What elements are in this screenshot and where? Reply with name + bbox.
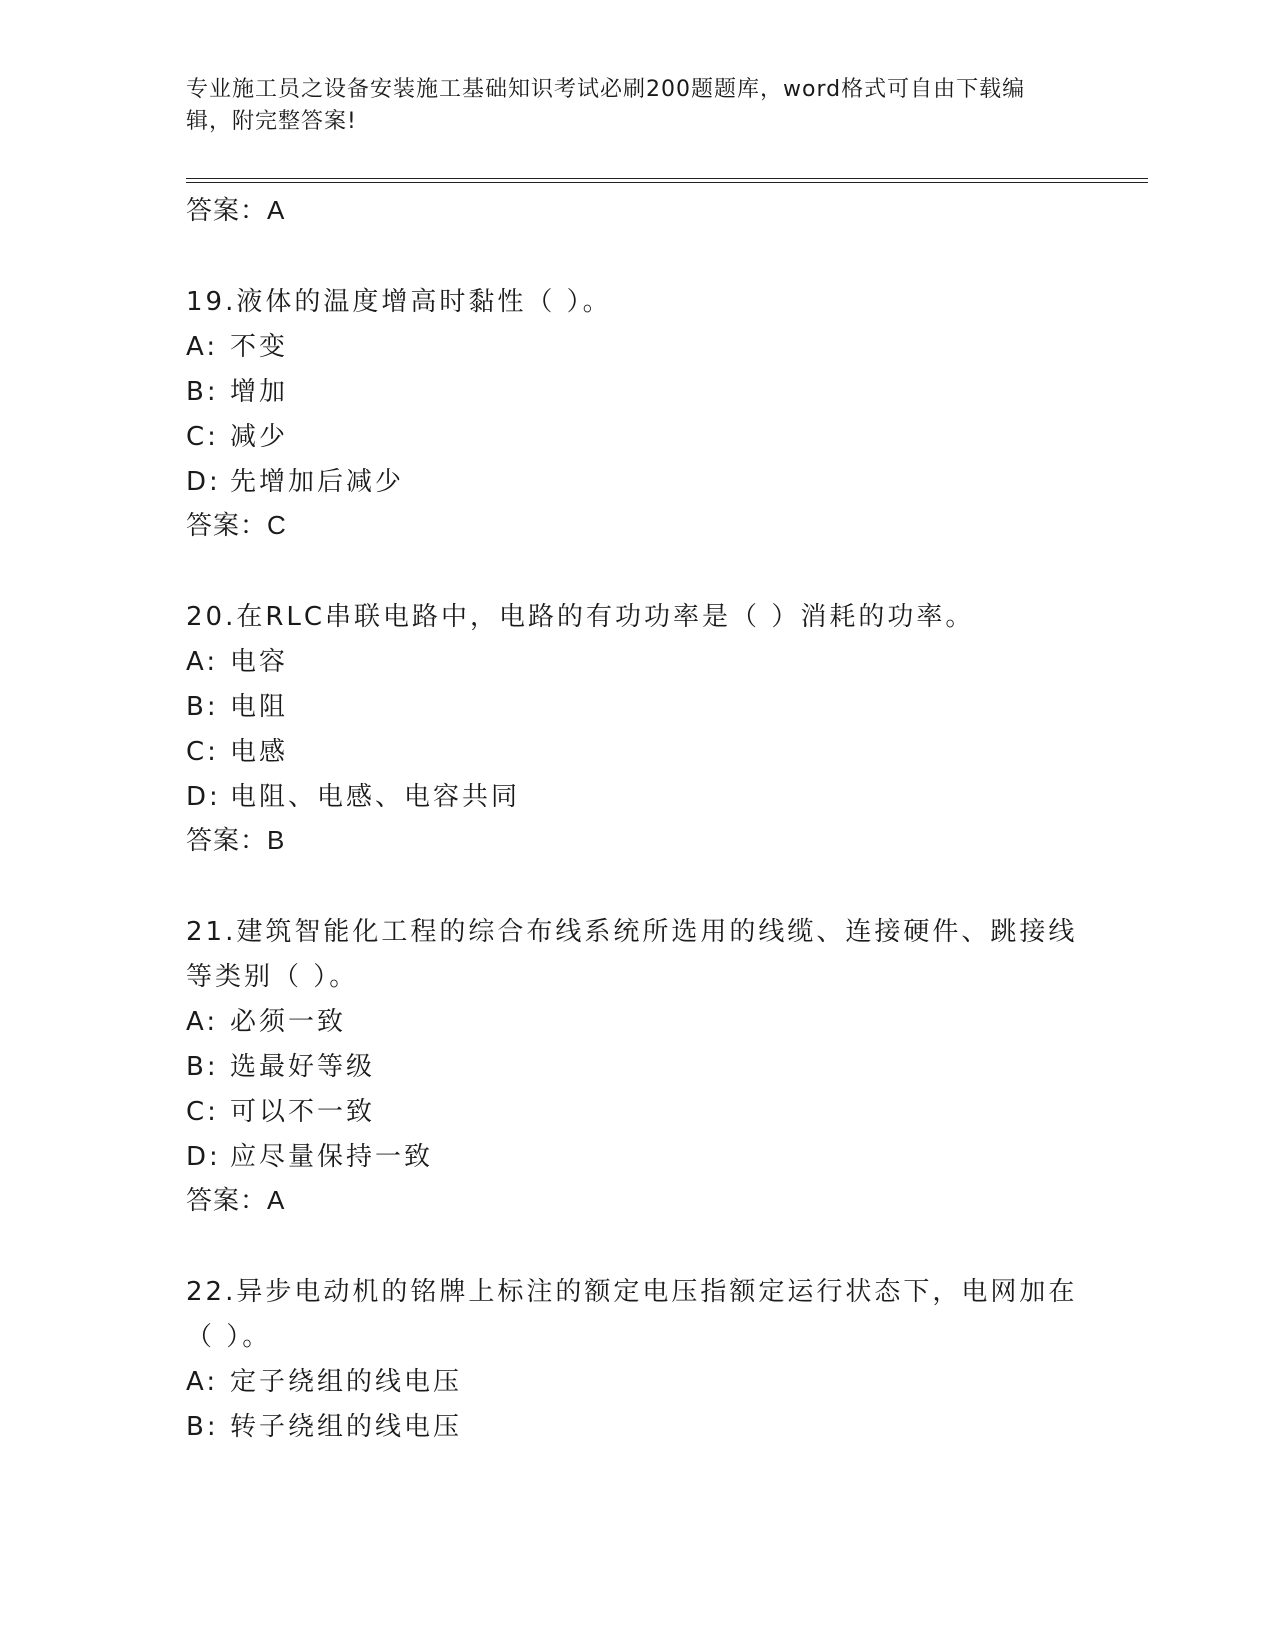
answer-line: 答案：B [186,825,286,855]
option-b [186,685,1086,730]
option-d [186,460,1086,505]
option-text: 转子绕组的线电压 [230,1412,463,1442]
option-text: 可以不一致 [230,1097,376,1127]
option-text: 增加 [230,377,289,407]
option-letter: B: [186,692,219,722]
option-c [186,415,1086,460]
option-c [186,1090,1086,1135]
option-text: 电阻 [230,692,289,722]
option-text: 减少 [230,422,289,452]
question-text: 19.液体的温度增高时黏性（ ）。 [186,287,612,317]
option-letter: B: [186,377,219,407]
option-letter: C: [186,422,219,452]
option-text: 不变 [230,332,289,362]
option-text: 定子绕组的线电压 [230,1367,463,1397]
option-b [186,1045,1086,1090]
option-letter: C: [186,1097,219,1127]
option-a [186,1360,1086,1405]
option-text: 选最好等级 [230,1052,376,1082]
option-b [186,1405,1086,1450]
option-text: 电容 [230,647,289,677]
option-d [186,775,1086,820]
option-d [186,1135,1086,1180]
option-a [186,640,1086,685]
option-letter: D: [186,782,221,812]
option-a [186,1000,1086,1045]
option-letter: D: [186,1142,221,1172]
option-text: 电阻、电感、电容共同 [230,782,521,812]
option-letter: B: [186,1412,219,1442]
option-text: 应尽量保持一致 [230,1142,434,1172]
page-header: 专业施工员之设备安装施工基础知识考试必刷200题题库，word格式可自由下载编辑，附完整答案! [186,77,1026,134]
header-rule-bottom [186,182,1148,183]
option-a [186,325,1086,370]
option-letter: A: [186,1007,219,1037]
option-letter: A: [186,332,219,362]
header-rule-top [186,178,1148,179]
answer-line: 答案：A [186,195,286,225]
answer-line: 答案：C [186,510,287,540]
question-block [186,280,1086,545]
option-letter: B: [186,1052,219,1082]
option-text: 先增加后减少 [230,467,405,497]
option-text: 电感 [230,737,289,767]
option-letter: A: [186,647,219,677]
option-text: 必须一致 [230,1007,347,1037]
question-text: 21.建筑智能化工程的综合布线系统所选用的线缆、连接硬件、跳接线等类别（ ）。 [186,917,1078,992]
option-letter: C: [186,737,219,767]
answer-line: 答案：A [186,1185,286,1215]
question-block [186,595,1086,860]
option-b [186,370,1086,415]
option-letter: D: [186,467,221,497]
question-list [186,190,1086,1450]
question-block [186,910,1086,1220]
option-letter: A: [186,1367,219,1397]
option-c [186,730,1086,775]
question-block [186,1270,1086,1450]
question-text: 22.异步电动机的铭牌上标注的额定电压指额定运行状态下，电网加在（ ）。 [186,1277,1078,1352]
question-text: 20.在RLC串联电路中，电路的有功功率是（ ）消耗的功率。 [186,602,975,632]
